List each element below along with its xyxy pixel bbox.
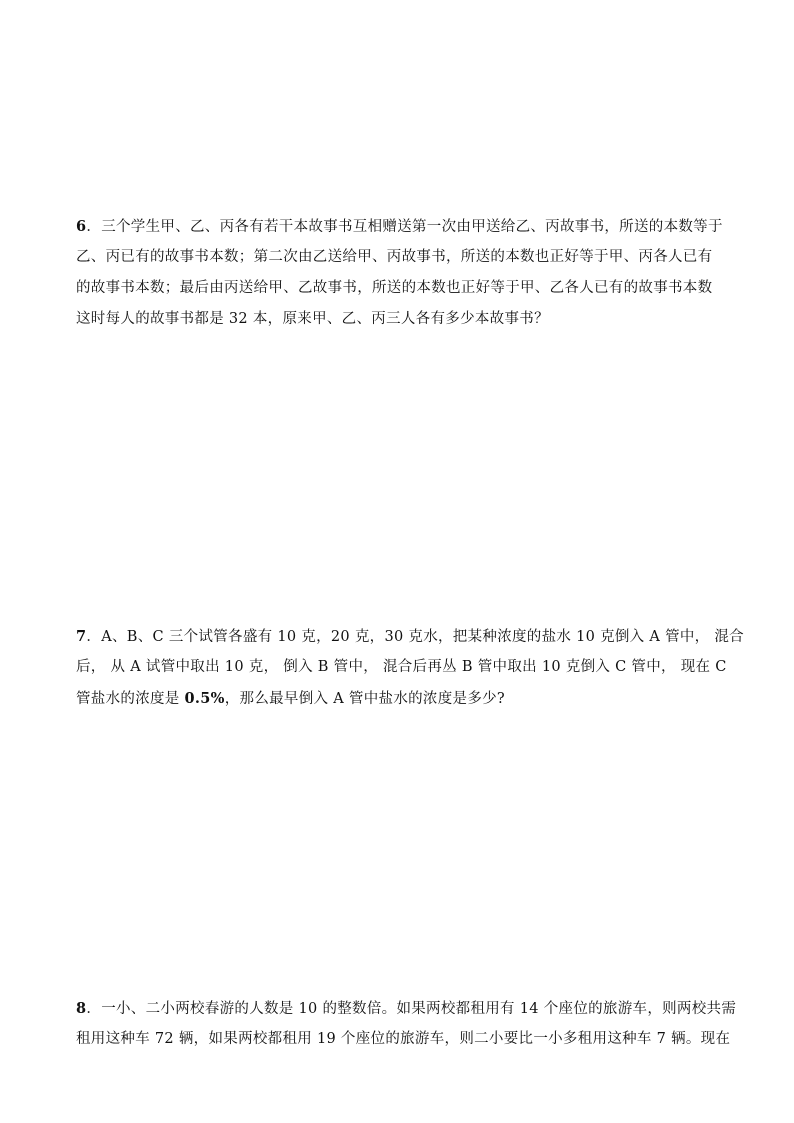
question-7-concentration: 0.5% xyxy=(184,690,225,707)
question-7-text-3b: ，那么最早倒入 A 管中盐水的浓度是多少? xyxy=(224,691,505,707)
question-6-text-1: ．三个学生甲、乙、丙各有若干本故事书互相赠送第一次由甲送给乙、丙故事书，所送的本数等于 xyxy=(86,219,723,235)
question-7-text-3a: 管盐水的浓度是 xyxy=(76,691,185,707)
question-7-text-1: ．A、B、C 三个试管各盛有 10 克，20 克，30 克水，把某种浓度的盐水 10 克倒入 A 管中， 混合 xyxy=(86,629,744,645)
question-7-line-1 xyxy=(76,621,744,652)
question-6-line-4: 这时每人的故事书都是 32 本，原来甲、乙、丙三人各有多少本故事书？ xyxy=(76,311,549,327)
question-8-number: 8 xyxy=(76,1000,87,1017)
question-7 xyxy=(76,621,744,714)
question-8-line-1 xyxy=(76,993,737,1024)
question-6-number: 6 xyxy=(76,218,87,235)
question-7-line-3 xyxy=(76,683,716,714)
question-7-line-2: 后， 从 A 试管中取出 10 克， 倒入 B 管中， 混合后再丛 B 管中取出 10 克倒入 C 管中， 现在 C xyxy=(76,659,727,675)
question-7-number: 7 xyxy=(76,628,87,645)
question-8-text-1: ．一小、二小两校春游的人数是 10 的整数倍。如果两校都租用有 14 个座位的旅游车，则两校共需 xyxy=(86,1001,737,1017)
question-6-line-1 xyxy=(76,211,723,242)
question-6 xyxy=(76,211,723,335)
question-8 xyxy=(76,993,737,1055)
question-8-line-2: 租用这种车 72 辆，如果两校都租用 19 个座位的旅游车，则二小要比一小多租用这种车 7 辆。现在 xyxy=(76,1031,731,1047)
question-6-line-3: 的故事书本数；最后由丙送给甲、乙故事书，所送的本数也正好等于甲、乙各人已有的故事书本数 xyxy=(76,280,713,296)
question-6-line-2: 乙、丙已有的故事书本数；第二次由乙送给甲、丙故事书，所送的本数也正好等于甲、丙各人已有 xyxy=(76,249,713,265)
